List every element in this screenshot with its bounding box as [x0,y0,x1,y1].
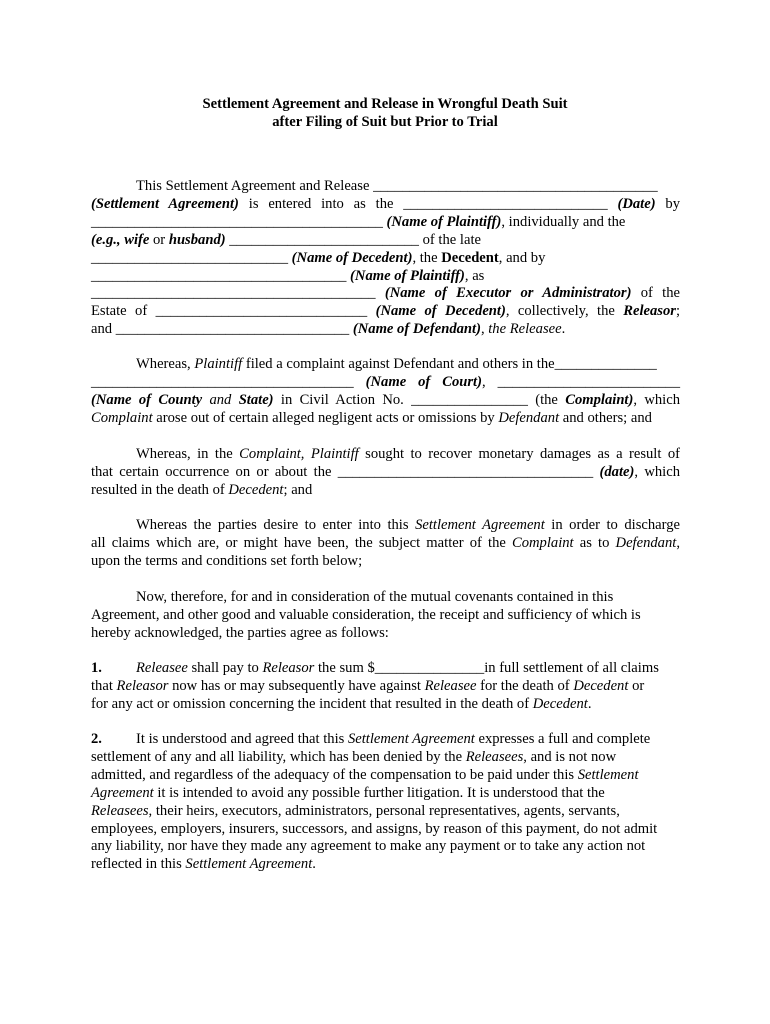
body-line: hereby acknowledged, the parties agree as follows: [91,624,389,641]
intro-line: ___________________________________ (Name of Plaintiff), as [91,267,485,284]
intro-line: Estate of _____________________________ (Name of Decedent), collectively, the Releasor; [91,303,680,320]
whereas-paragraph-1 [91,356,680,428]
section-line: 1. Releasee shall pay to Releasor the sum $_______________in full settlement of all claims [91,660,659,676]
section-line: Agreement it is intended to avoid any possible further litigation. It is understood that the [91,784,605,801]
intro-line: (Settlement Agreement) is entered into as the ____________________________ (Date) by [91,195,680,212]
section-2 [91,731,680,874]
whereas-line: all claims which are, or might have been, the subject matter of the Complaint as to Defendant, [91,534,680,551]
intro-line: (e.g., wife or husband) __________________________ of the late [91,231,481,248]
whereas-line: that certain occurrence on or about the ___________________________________ (date), which [91,463,680,480]
section-number: 1. [91,660,102,676]
section-line: settlement of any and all liability, which has been denied by the Releasees, and is not now [91,748,617,765]
document-title-line-2: after Filing of Suit but Prior to Trial [272,114,498,130]
section-line: any liability, nor have they made any agreement to make any payment or to take any action not [91,838,646,855]
whereas-line: upon the terms and conditions set forth below; [91,552,363,569]
section-line: employees, employers, insurers, successors, and assigns, by reason of this payment, do not admit [91,820,658,837]
section-line: reflected in this Settlement Agreement. [91,856,316,873]
whereas-line: Whereas, Plaintiff filed a complaint against Defendant and others in the______________ [136,356,657,372]
whereas-paragraph-2 [91,446,680,500]
intro-line: _______________________________________ (Name of Executor or Administrator) of the [91,285,680,302]
now-therefore-paragraph [91,589,680,643]
whereas-line: Whereas, in the Complaint, Plaintiff sought to recover monetary damages as a result of [136,446,680,462]
whereas-line: Complaint arose out of certain alleged negligent acts or omissions by Defendant and others; and [91,409,652,426]
whereas-line: ____________________________________ (Name of Court), _________________________ [91,373,680,390]
intro-paragraph [91,178,680,339]
section-1 [91,660,680,714]
whereas-paragraph-3 [91,517,680,571]
section-number: 2. [91,731,102,747]
intro-line: ___________________________ (Name of Decedent), the Decedent, and by [91,249,546,266]
body-line: Now, therefore, for and in consideration of the mutual covenants contained in this [136,589,614,605]
section-line: that Releasor now has or may subsequently have against Releasee for the death of Decedent or [91,677,645,694]
section-line: for any act or omission concerning the incident that resulted in the death of Decedent. [91,695,592,712]
intro-line: This Settlement Agreement and Release _______________________________________ [136,178,658,194]
body-line: Agreement, and other good and valuable consideration, the receipt and sufficiency of which is [91,606,641,623]
section-line: 2. It is understood and agreed that this Settlement Agreement expresses a full and complete [91,731,651,747]
document-title-line-1: Settlement Agreement and Release in Wrongful Death Suit [202,96,568,112]
whereas-line: Whereas the parties desire to enter into this Settlement Agreement in order to discharge [136,517,680,533]
intro-line: and ________________________________ (Name of Defendant), the Releasee. [91,321,566,338]
intro-line: ________________________________________ (Name of Plaintiff), individually and the [91,213,626,230]
whereas-line: resulted in the death of Decedent; and [91,481,313,498]
section-line: Releasees, their heirs, executors, administrators, personal representatives, agents, servants, [91,802,620,819]
section-line: admitted, and regardless of the adequacy of the compensation to be paid under this Settlement [91,766,639,783]
whereas-line: (Name of County and State) in Civil Action No. ________________ (the Complaint), which [91,391,680,408]
